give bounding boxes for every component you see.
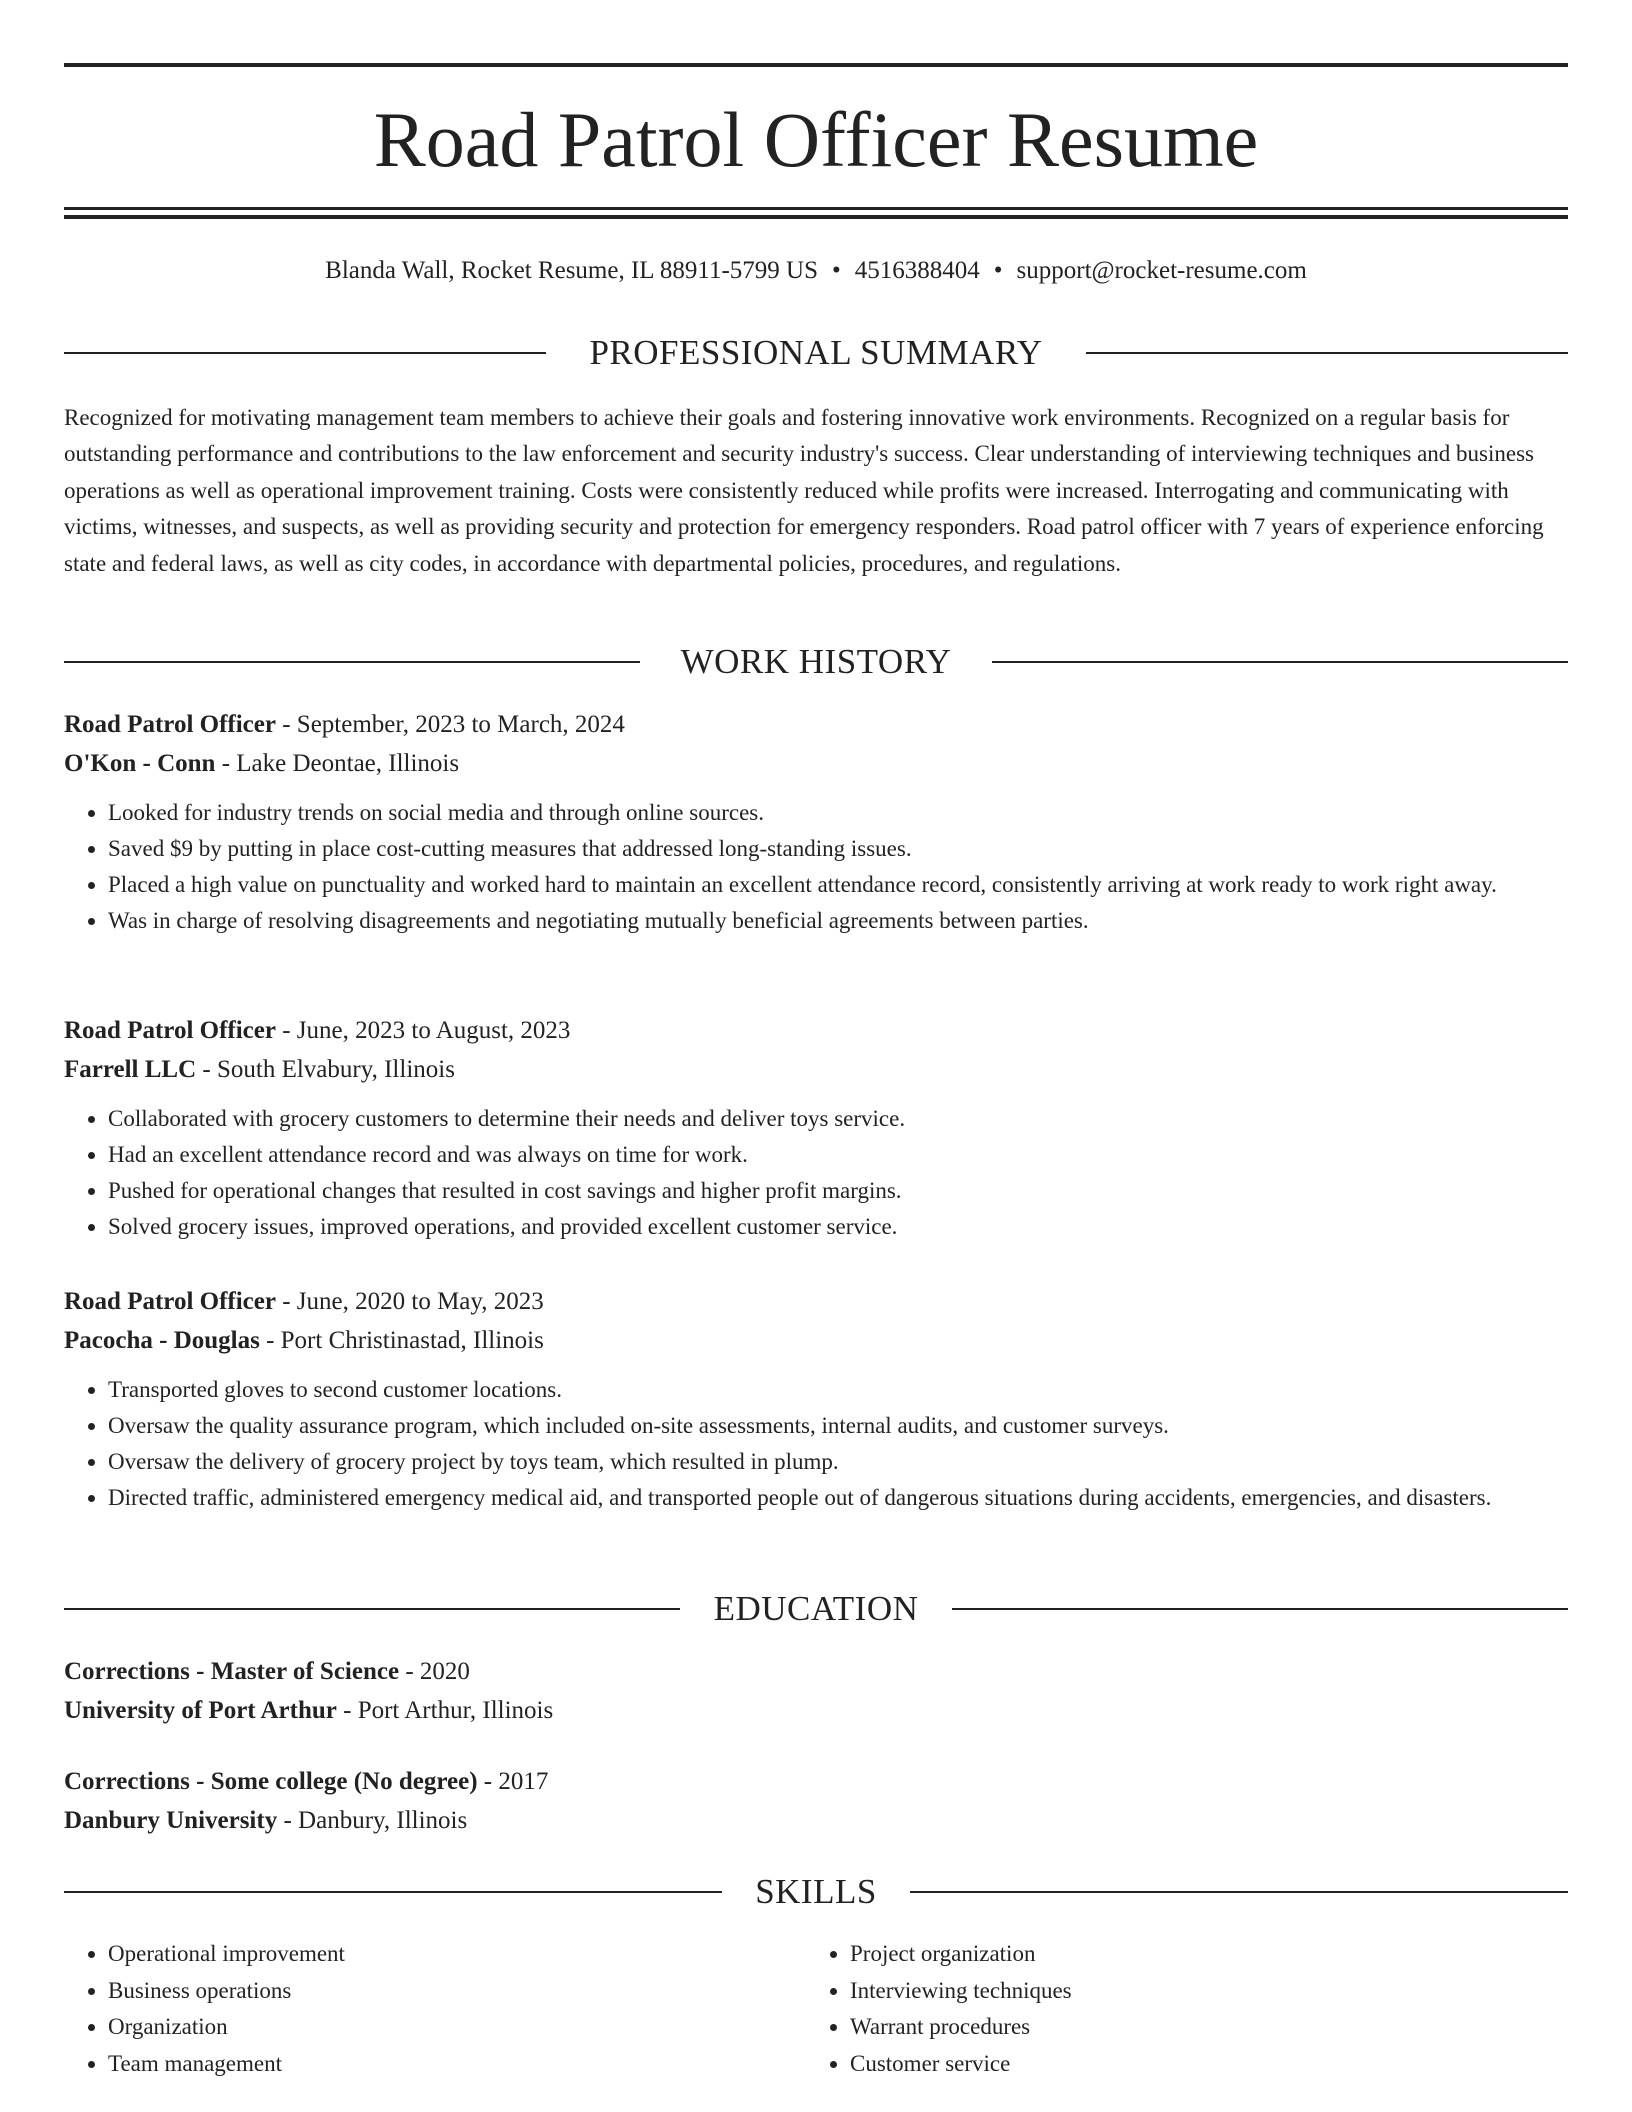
contact-phone: 4516388404 — [854, 257, 980, 284]
education-school: University of Port Arthur — [64, 1697, 337, 1724]
job-title: Road Patrol Officer — [64, 1288, 276, 1315]
list-item: • Had an excellent attendance record and was always on time for work. — [108, 1137, 1568, 1173]
education-degree: Corrections - Master of Science — [64, 1658, 400, 1685]
summary-text: Recognized for motivating management team members to achieve their goals and fostering innovative work environments. Recognized on a regular basis for outstanding performance and contributions to the law enforcement and security industry's success. Clear understanding of interviewing techniques and business operations as well as operational improvement training. Costs were consistently reduced while profits were increased. Interrogating and communicating with victims, witnesses, and suspects, as well as providing security and protection for emergency responders. Road patrol officer with 7 years of experience enforcing state and federal laws, as well as city codes, in accordance with departmental policies, procedures, and regulations. — [64, 405, 1544, 576]
list-item: • Directed traffic, administered emergency medical aid, and transported people out of dangerous situations during accidents, emergencies, and disasters. — [108, 1480, 1568, 1516]
skill-item: • Warrant procedures — [850, 2009, 1490, 2046]
job-entry — [64, 705, 1568, 939]
skill-item: • Customer service — [850, 2046, 1490, 2083]
skill-item: • Interviewing techniques — [850, 1973, 1490, 2010]
job-company: Pacocha - Douglas — [64, 1327, 260, 1354]
list-item: • Was in charge of resolving disagreements and negotiating mutually beneficial agreements between parties. — [108, 903, 1568, 939]
section-header-work — [64, 640, 1568, 684]
section-title-summary: PROFESSIONAL SUMMARY — [589, 333, 1043, 372]
education-school: Danbury University — [64, 1807, 278, 1834]
section-title-skills: SKILLS — [755, 1872, 877, 1911]
contact-line — [64, 254, 1568, 288]
job-bullets — [64, 1372, 1568, 1516]
job-location: - South Elvabury, Illinois — [196, 1056, 455, 1083]
contact-separator: • — [993, 257, 1003, 284]
skill-item: • Organization — [108, 2009, 748, 2046]
list-item: • Looked for industry trends on social media and through online sources. — [108, 795, 1568, 831]
contact-email: support@rocket-resume.com — [1016, 257, 1307, 284]
education-degree: Corrections - Some college (No degree) — [64, 1768, 478, 1795]
job-entry — [64, 1282, 1568, 1516]
education-location: - Port Arthur, Illinois — [336, 1697, 554, 1724]
skill-item: • Project organization — [850, 1936, 1490, 1973]
job-entry — [64, 1011, 1568, 1245]
job-bullets — [64, 1101, 1568, 1245]
section-title-work: WORK HISTORY — [680, 642, 952, 681]
job-dates: - September, 2023 to March, 2024 — [275, 711, 625, 738]
education-year: - 2020 — [399, 1658, 470, 1685]
education-year: - 2017 — [477, 1768, 549, 1795]
job-bullets — [64, 795, 1568, 939]
contact-separator: • — [832, 257, 841, 284]
education-entry — [64, 1652, 1568, 1730]
skills-column-left — [64, 1936, 748, 2082]
list-item: • Placed a high value on punctuality and worked hard to maintain an excellent attendance record, consistently arriving at work ready to work right away. — [108, 867, 1568, 903]
section-header-skills — [64, 1870, 1568, 1914]
job-location: - Lake Deontae, Illinois — [215, 750, 460, 777]
list-item: • Solved grocery issues, improved operations, and provided excellent customer service. — [108, 1209, 1568, 1245]
list-item: • Collaborated with grocery customers to determine their needs and deliver toys service. — [108, 1101, 1568, 1137]
section-header-education — [64, 1587, 1568, 1631]
skill-item: • Business operations — [108, 1973, 748, 2010]
section-header-summary — [64, 331, 1568, 375]
list-item: • Saved $9 by putting in place cost-cutting measures that addressed long-standing issues. — [108, 831, 1568, 867]
job-company: Farrell LLC — [64, 1056, 197, 1083]
header-double-rule-upper — [64, 207, 1568, 210]
job-location: - Port Christinastad, Illinois — [259, 1327, 544, 1354]
header-top-rule — [64, 63, 1568, 67]
job-title: Road Patrol Officer — [64, 711, 276, 738]
contact-address: Blanda Wall, Rocket Resume, IL 88911-5799 US — [325, 257, 818, 284]
list-item: • Pushed for operational changes that resulted in cost savings and higher profit margins. — [108, 1173, 1568, 1209]
list-item: • Oversaw the quality assurance program, which included on-site assessments, internal audits, and customer surveys. — [108, 1408, 1568, 1444]
job-dates: - June, 2023 to August, 2023 — [275, 1017, 571, 1044]
skill-item: • Operational improvement — [108, 1936, 748, 1973]
list-item: • Oversaw the delivery of grocery project by toys team, which resulted in plump. — [108, 1444, 1568, 1480]
job-title: Road Patrol Officer — [64, 1017, 276, 1044]
skills-column-right — [806, 1936, 1490, 2082]
list-item: • Transported gloves to second customer locations. — [108, 1372, 1568, 1408]
header-double-rule-lower — [64, 215, 1568, 219]
skill-item: • Team management — [108, 2046, 748, 2083]
job-dates: - June, 2020 to May, 2023 — [275, 1288, 544, 1315]
resume-title: Road Patrol Officer Resume — [373, 96, 1259, 183]
education-location: - Danbury, Illinois — [277, 1807, 468, 1834]
section-title-education: EDUCATION — [713, 1589, 919, 1628]
job-company: O'Kon - Conn — [64, 750, 216, 777]
education-entry — [64, 1762, 1568, 1840]
